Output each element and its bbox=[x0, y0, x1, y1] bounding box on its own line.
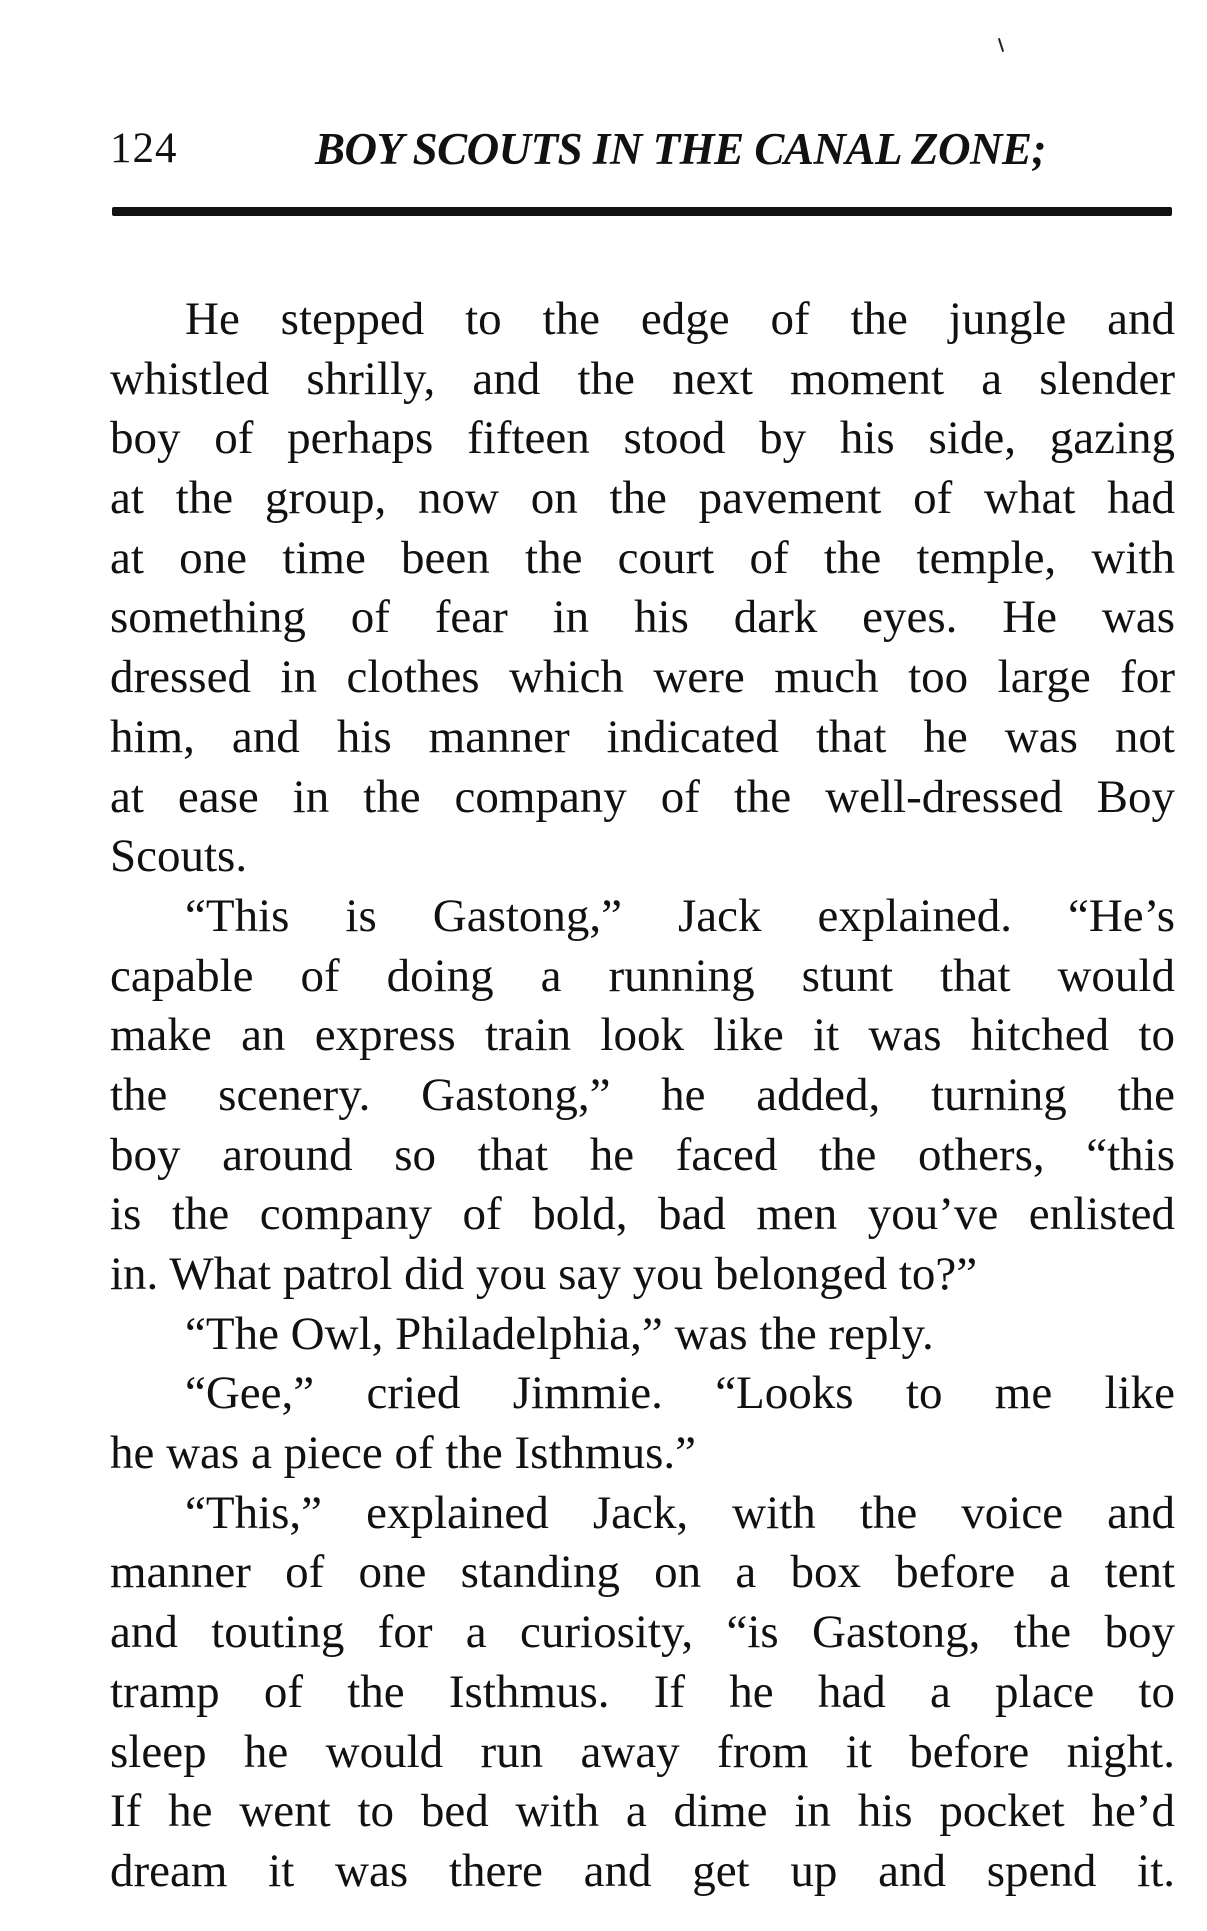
text-line: he was a piece of the Isthmus.” bbox=[110, 1427, 696, 1480]
text-line: the scenery. Gastong,” he added, turning the bbox=[110, 1068, 1175, 1121]
text-line: capable of doing a running stunt that would bbox=[110, 949, 1175, 1002]
text-line: He stepped to the edge of the jungle and bbox=[185, 293, 1175, 345]
text-line: something of fear in his dark eyes. He was bbox=[110, 591, 1175, 644]
running-title: BOY SCOUTS IN THE CANAL ZONE; bbox=[315, 124, 1046, 174]
stray-ink-mark bbox=[998, 38, 1004, 52]
text-line: tramp of the Isthmus. If he had a place to bbox=[110, 1665, 1175, 1718]
text-line: and touting for a curiosity, “is Gastong, the boy bbox=[110, 1606, 1175, 1659]
text-line: Scouts. bbox=[110, 830, 248, 883]
page-number: 124 bbox=[110, 125, 178, 172]
text-line: “The Owl, Philadelphia,” was the reply. bbox=[185, 1307, 934, 1360]
body-text bbox=[110, 290, 1175, 1902]
text-line: dream it was there and get up and spend it. bbox=[110, 1844, 1175, 1897]
text-line: is the company of bold, bad men you’ve enlisted bbox=[110, 1188, 1175, 1241]
text-line: at ease in the company of the well-dressed Boy bbox=[110, 770, 1175, 823]
text-line: boy of perhaps fifteen stood by his side, gazing bbox=[110, 412, 1175, 465]
text-line: dressed in clothes which were much too large for bbox=[110, 651, 1175, 704]
text-line: make an express train look like it was hitched to bbox=[110, 1009, 1175, 1062]
text-line: at one time been the court of the temple, with bbox=[110, 531, 1175, 584]
header-rule bbox=[112, 207, 1172, 216]
page-header bbox=[110, 118, 1175, 180]
text-line: at the group, now on the pavement of what had bbox=[110, 472, 1175, 525]
text-line: in. What patrol did you say you belonged to?” bbox=[110, 1248, 978, 1300]
text-line: “This,” explained Jack, with the voice and bbox=[185, 1486, 1175, 1539]
text-line: If he went to bed with a dime in his pocket he’d bbox=[110, 1785, 1175, 1838]
text-line: whistled shrilly, and the next moment a slender bbox=[110, 352, 1175, 405]
text-line: “This is Gastong,” Jack explained. “He’s bbox=[185, 889, 1175, 942]
text-line: sleep he would run away from it before night. bbox=[110, 1725, 1175, 1778]
text-line: “Gee,” cried Jimmie. “Looks to me like bbox=[185, 1367, 1175, 1420]
text-line: him, and his manner indicated that he was not bbox=[110, 710, 1175, 763]
text-line: boy around so that he faced the others, “this bbox=[110, 1128, 1175, 1181]
text-line: manner of one standing on a box before a tent bbox=[110, 1546, 1175, 1599]
